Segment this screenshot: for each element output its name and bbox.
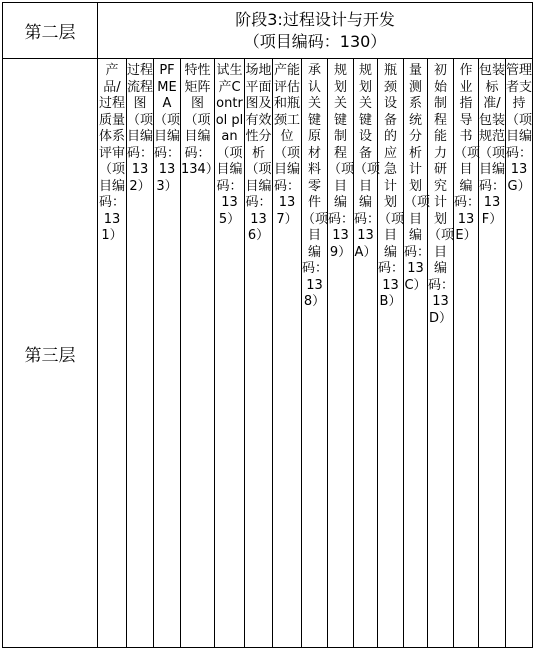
stage-code: （项目编码：130）	[243, 31, 387, 51]
item-cell-135	[215, 59, 245, 648]
item-text: 场地平面图及有效性分析（项目编码：136）	[245, 63, 272, 243]
item-text: 过程流程图（项目编码：132）	[127, 63, 154, 194]
item-text: 量测系统分析计划（项目编码：13C）	[404, 63, 431, 293]
stage-header	[98, 3, 533, 59]
item-cell-138	[302, 59, 328, 648]
item-cell-131	[98, 59, 127, 648]
item-text: 规划关键设备（项目编码：13A）	[354, 63, 381, 260]
item-text: 瓶颈设备的应急计划（项目编码：13B）	[378, 63, 405, 309]
level-2-label: 第二层	[3, 3, 98, 59]
item-cell-133	[154, 59, 181, 648]
item-cell-13a	[354, 59, 381, 648]
item-cell-13g	[506, 59, 533, 648]
item-text: 承认关键原材料零件（项目编码：138）	[302, 63, 329, 309]
item-text: PFMEA（项目编码：133）	[154, 63, 181, 194]
item-text: 试生产Control plan（项目编码：135）	[215, 63, 244, 227]
item-text: 产能评估和瓶颈工位（项目编码：137）	[273, 63, 300, 227]
item-cell-136	[245, 59, 273, 648]
item-cell-132	[127, 59, 154, 648]
row-level-2	[3, 3, 533, 59]
row-level-3	[3, 59, 533, 648]
project-phase-table	[2, 2, 533, 648]
item-text: 特性矩阵图（项目编码：134）	[181, 63, 219, 177]
item-text: 作业指导书（项目编码：13E）	[454, 63, 481, 243]
item-cell-13f	[479, 59, 506, 648]
item-text: 管理者支持（项目编码：13G）	[506, 63, 533, 194]
item-cell-13e	[454, 59, 479, 648]
item-cell-137	[273, 59, 302, 648]
item-text: 初始制程能力研究计划（项目编码：13D）	[428, 63, 455, 326]
item-cell-13d	[428, 59, 454, 648]
stage-title: 阶段3:过程设计与开发	[235, 9, 395, 29]
item-text: 包装标准/包装规范（项目编码：13F）	[479, 63, 506, 227]
item-text: 产品/过程质量体系评审（项目编码：131）	[98, 63, 125, 243]
item-cell-13b	[378, 59, 404, 648]
item-cell-13c	[404, 59, 431, 648]
item-cell-134	[181, 59, 219, 648]
level-3-label: 第三层	[3, 59, 98, 648]
item-cell-139	[328, 59, 354, 648]
item-text: 规划关键制程（项目编码：139）	[328, 63, 355, 260]
